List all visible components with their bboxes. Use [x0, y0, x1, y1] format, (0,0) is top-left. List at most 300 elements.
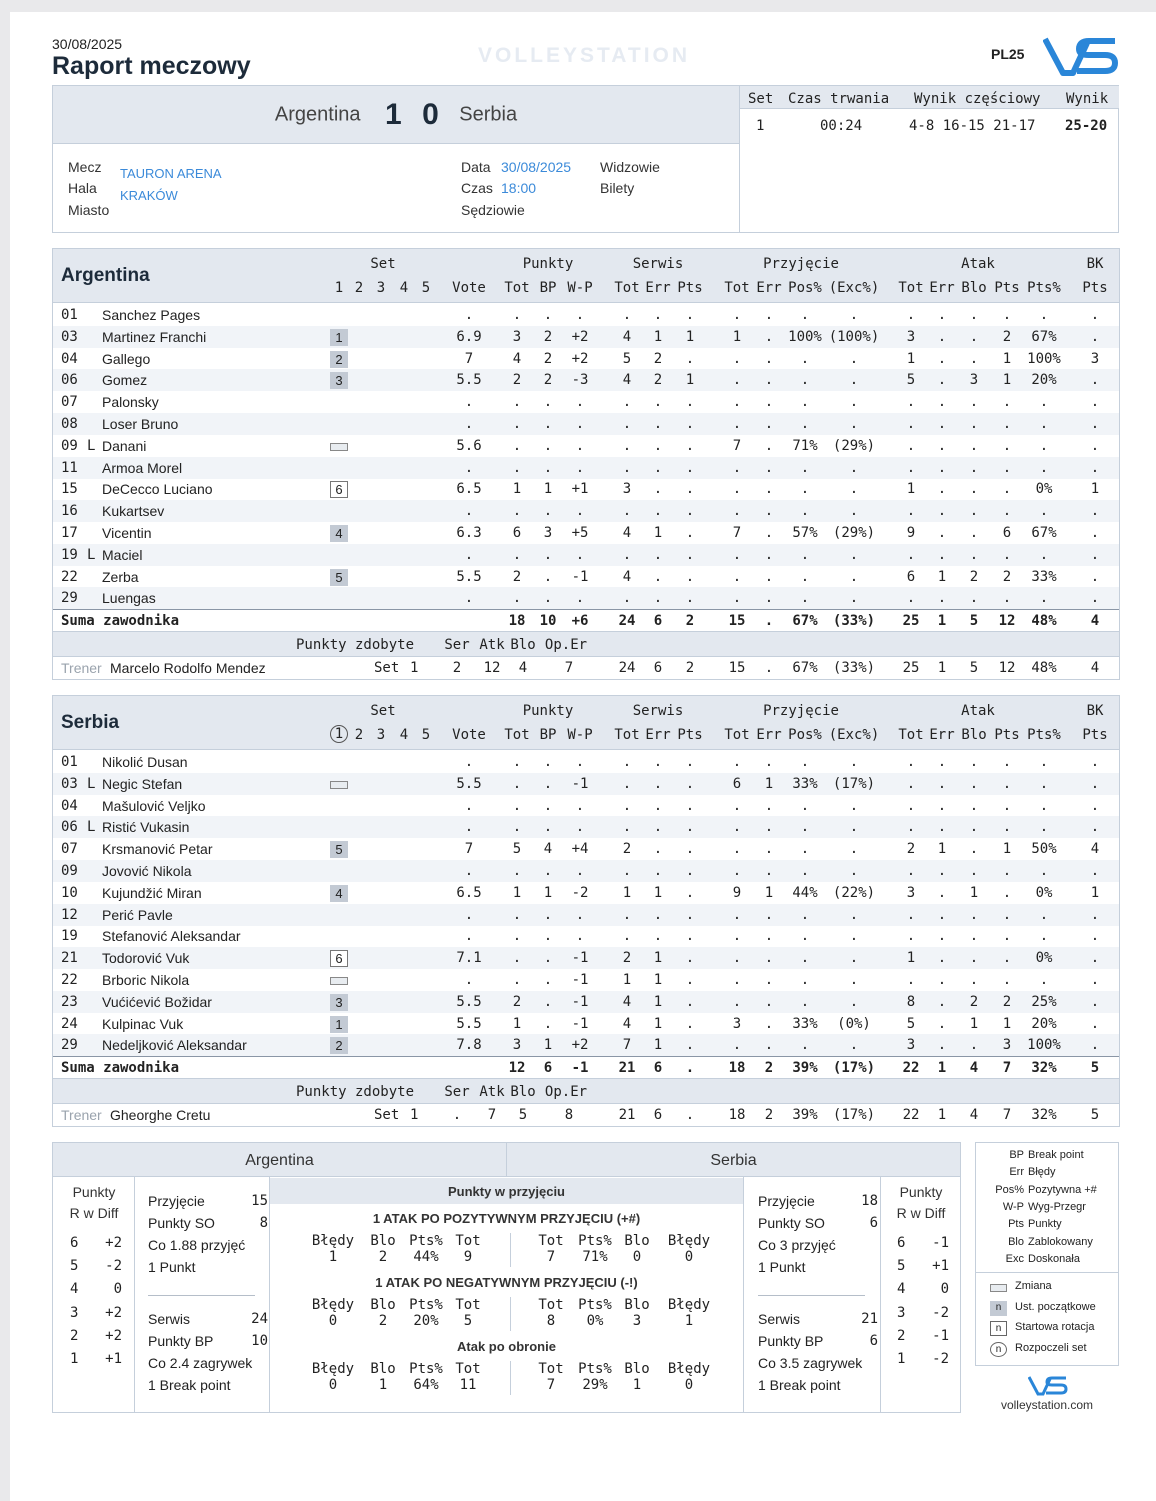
rotation-subheader: R w Diff — [896, 1205, 946, 1221]
summary-reception-value: 18 — [861, 1193, 878, 1209]
summary-so-label: Punkty SO — [758, 1215, 825, 1231]
rotation-diff: +2 — [105, 1304, 122, 1321]
stat-cell: 2 — [653, 372, 663, 389]
stat-cell: 1 — [653, 328, 663, 345]
set-row-cell: 4 — [969, 1107, 979, 1124]
stat-cell: . — [685, 754, 695, 770]
stat-cell: . — [937, 950, 947, 967]
stat-cell: . — [543, 754, 553, 770]
bp-col-header: BP — [539, 280, 557, 296]
stat-cell: . — [969, 863, 979, 879]
set-number: 1 — [756, 118, 765, 134]
stat-cell: . — [1002, 307, 1012, 323]
player-name: Gomez — [102, 372, 148, 389]
przyjecie-group-header: Przyjęcie — [763, 703, 839, 719]
stat-cell: . — [764, 503, 774, 520]
sum-cell: 6 — [653, 613, 663, 630]
err-col-header: Err — [929, 727, 955, 743]
stat-cell: . — [764, 797, 774, 814]
stat-cell: . — [969, 350, 979, 367]
stat-cell: . — [1090, 928, 1100, 945]
stat-cell: 7 — [732, 525, 742, 541]
section-left-head: Blo — [370, 1361, 396, 1377]
bp-col-header: BP — [539, 727, 557, 743]
section-right-head: Tot — [538, 1233, 564, 1249]
stat-cell: . — [622, 754, 632, 770]
stat-cell: . — [1039, 437, 1049, 454]
stat-cell: 3 — [1002, 1037, 1012, 1054]
stat-cell: . — [512, 819, 522, 836]
stat-cell: . — [1090, 863, 1100, 879]
player-number: 17 — [61, 525, 78, 541]
stat-cell: . — [1090, 328, 1100, 345]
set-row-num: 1 — [410, 660, 419, 677]
section-right-head: Blo — [624, 1361, 650, 1377]
section-right-value: 0 — [684, 1377, 694, 1393]
stat-cell: . — [512, 416, 522, 432]
legend-value: Zablokowany — [1028, 1235, 1093, 1248]
rotation-diff: -1 — [932, 1235, 949, 1251]
set-num-header: 5 — [421, 280, 431, 296]
section-right-value: 0 — [684, 1249, 694, 1265]
stat-cell: . — [1039, 775, 1049, 792]
stat-cell: . — [622, 928, 632, 945]
match-time: 18:00 — [501, 180, 537, 196]
duration-col-header: Czas trwania — [788, 91, 890, 107]
stat-cell: 4 — [622, 568, 632, 585]
section-right-value: 0% — [586, 1313, 604, 1329]
stat-cell: . — [543, 590, 553, 607]
set-row-cell: 8 — [564, 1107, 574, 1124]
stat-cell: . — [464, 394, 474, 411]
stat-cell: . — [1039, 307, 1049, 323]
player-name: Luengas — [102, 590, 156, 607]
player-name: Loser Bruno — [102, 416, 179, 432]
stat-cell: . — [732, 546, 742, 563]
player-row — [53, 544, 1119, 566]
punkty-group-header: Punkty — [522, 703, 574, 719]
player-row — [53, 816, 1119, 838]
stat-cell: . — [906, 906, 916, 923]
player-number: 07 — [61, 394, 78, 411]
stat-cell: (22%) — [832, 884, 876, 901]
points-scored-col: Atk — [479, 1084, 505, 1101]
section-left-head: Tot — [455, 1297, 481, 1313]
player-name: Palonsky — [102, 394, 159, 411]
summary-serve-label: Serwis — [758, 1311, 801, 1327]
stat-cell: . — [1002, 863, 1012, 879]
table-header — [53, 249, 1119, 303]
stat-cell: 1 — [622, 972, 632, 988]
stat-cell: . — [800, 546, 810, 563]
bk-group-header: BK — [1086, 256, 1104, 272]
stat-cell: . — [764, 328, 774, 345]
section-left-head: Tot — [455, 1233, 481, 1249]
set-num-header: 2 — [354, 727, 364, 743]
label-data: Data — [461, 159, 491, 175]
stat-cell: . — [575, 503, 585, 520]
section-right-value: 7 — [546, 1377, 556, 1393]
stat-cell: . — [906, 416, 916, 432]
libero-marker: L — [87, 775, 96, 792]
wp-col-header: W-P — [567, 727, 593, 743]
stat-cell: 9 — [906, 525, 916, 541]
player-number: 09 — [61, 863, 78, 879]
rotation-number: 5 — [70, 1258, 79, 1275]
stat-cell: . — [937, 819, 947, 836]
player-name: Sanchez Pages — [102, 307, 201, 323]
stat-cell: . — [653, 928, 663, 945]
sum-cell: 21 — [618, 1060, 636, 1077]
stat-cell: . — [1039, 394, 1049, 411]
stat-cell: . — [732, 503, 742, 520]
stat-cell: . — [1039, 754, 1049, 770]
summary-per-serve: Co 2.4 zagrywek — [148, 1355, 253, 1371]
player-row — [53, 795, 1119, 817]
stat-cell: . — [1090, 590, 1100, 607]
player-number: 19 — [61, 928, 78, 945]
stat-cell: 7.8 — [456, 1037, 482, 1054]
stat-cell: . — [1002, 394, 1012, 411]
stat-cell: . — [653, 394, 663, 411]
label-widzowie: Widzowie — [600, 159, 660, 175]
label-bilety: Bilety — [600, 180, 635, 196]
stat-cell: . — [732, 1037, 742, 1054]
starting-position-badge: 3 — [330, 994, 348, 1011]
page-title: Raport meczowy — [52, 52, 251, 80]
stat-cell: . — [543, 906, 553, 923]
stat-cell: +5 — [571, 525, 589, 541]
stat-cell: . — [800, 459, 810, 476]
legend-icon-label: Startowa rotacja — [1015, 1321, 1095, 1333]
section-right-head: Błędy — [667, 1297, 711, 1313]
player-name: Zerba — [102, 568, 139, 585]
set-row-cell: 21 — [618, 1107, 636, 1124]
rotation-diff: -2 — [105, 1258, 122, 1275]
sum-cell: +6 — [571, 613, 589, 630]
stat-cell: 7 — [464, 350, 474, 367]
stat-cell: 7 — [732, 437, 742, 454]
stat-cell: . — [685, 307, 695, 323]
stat-cell: (100%) — [828, 328, 880, 345]
legend-icon-label: Zmiana — [1015, 1280, 1052, 1292]
stat-cell: 1 — [543, 481, 553, 498]
stat-cell: . — [732, 928, 742, 945]
libero-marker: L — [87, 546, 96, 563]
section-right-head: Tot — [538, 1361, 564, 1377]
player-number: 11 — [61, 459, 78, 476]
stat-cell: . — [575, 546, 585, 563]
label-mecz: Mecz — [68, 159, 102, 175]
player-number: 22 — [61, 972, 78, 988]
stat-cell: 6.9 — [456, 328, 482, 345]
stat-cell: . — [937, 546, 947, 563]
bottom-home-name: Argentina — [245, 1152, 314, 1169]
stat-cell: 25% — [1031, 993, 1057, 1010]
set-final-score: 25-20 — [1065, 118, 1108, 134]
sum-cell: 4 — [969, 1060, 979, 1077]
stat-cell: . — [685, 884, 695, 901]
legend-key: Pos% — [995, 1183, 1024, 1196]
stat-cell: . — [764, 928, 774, 945]
score-header — [53, 86, 739, 144]
player-number: 10 — [61, 884, 78, 901]
set-row-cell: 2 — [452, 660, 462, 677]
stat-cell: 1 — [764, 884, 774, 901]
sum-cell: 12 — [998, 613, 1016, 630]
legend-key: BP — [1009, 1149, 1024, 1161]
stat-cell: . — [764, 972, 774, 988]
stat-cell: . — [1090, 568, 1100, 585]
stat-cell: 6.3 — [456, 525, 482, 541]
set-num-header: 4 — [399, 727, 409, 743]
set-row-cell: . — [685, 1107, 695, 1124]
player-row — [53, 413, 1119, 435]
stat-cell: . — [937, 1015, 947, 1032]
pos-col-header: Pos% — [788, 727, 822, 743]
stat-cell: . — [1039, 797, 1049, 814]
stat-cell: . — [1002, 503, 1012, 520]
result-col-header: Wynik — [1066, 91, 1109, 107]
stat-cell: . — [685, 863, 695, 879]
stat-cell: 2 — [969, 568, 979, 585]
stat-cell: 1 — [937, 841, 947, 858]
stat-cell: . — [906, 546, 916, 563]
stat-cell: 2 — [622, 841, 632, 858]
stat-cell: 3 — [906, 328, 916, 345]
stat-cell: . — [543, 568, 553, 585]
stat-cell: 4 — [622, 372, 632, 389]
summary-bp-label: Punkty BP — [148, 1333, 214, 1349]
stat-cell: 7.1 — [456, 950, 482, 967]
stat-cell: 4 — [622, 328, 632, 345]
player-row — [53, 1013, 1119, 1035]
stat-cell: . — [937, 525, 947, 541]
stat-cell: 5 — [512, 841, 522, 858]
set-num-header: 1 — [330, 725, 348, 743]
starting-position-badge: 1 — [330, 329, 348, 346]
coach-name: Gheorghe Cretu — [110, 1107, 211, 1124]
stat-cell: . — [543, 993, 553, 1010]
home-sets-won: 1 — [384, 98, 402, 131]
player-number: 01 — [61, 754, 78, 770]
stat-cell: 2 — [622, 950, 632, 967]
stat-cell: . — [512, 590, 522, 607]
stat-cell: . — [1039, 459, 1049, 476]
section-right-value: 0 — [632, 1249, 642, 1265]
stat-cell: . — [1090, 372, 1100, 389]
stat-cell: . — [906, 863, 916, 879]
starting-position-badge: 2 — [330, 351, 348, 368]
rotation-number: 4 — [70, 1281, 79, 1298]
section-right-head: Błędy — [667, 1361, 711, 1377]
stat-cell: . — [464, 754, 474, 770]
bkpts-col-header: Pts — [1082, 280, 1108, 296]
stat-cell: . — [575, 459, 585, 476]
stat-cell: . — [1002, 416, 1012, 432]
player-row — [53, 457, 1119, 479]
stat-cell: . — [732, 863, 742, 879]
stat-cell: . — [575, 307, 585, 323]
stat-cell: . — [969, 525, 979, 541]
section-right-value: 3 — [632, 1313, 642, 1329]
pts-col-header: Pts — [677, 727, 703, 743]
away-sets-won: 0 — [422, 98, 439, 131]
player-row — [53, 969, 1119, 991]
set-row-num: 1 — [410, 1107, 419, 1124]
stat-cell: 1 — [969, 1015, 979, 1032]
stat-cell: . — [512, 394, 522, 411]
stat-cell: . — [464, 416, 474, 432]
stat-cell: . — [685, 459, 695, 476]
stat-cell: . — [685, 416, 695, 432]
summary-bp-value: 6 — [869, 1333, 878, 1349]
stat-cell: 4 — [622, 525, 632, 541]
stat-cell: . — [906, 459, 916, 476]
player-name: Kukartsev — [102, 503, 165, 520]
summary-break-point: 1 Break point — [758, 1377, 841, 1393]
stat-cell: . — [512, 546, 522, 563]
stat-cell: 1 — [653, 1037, 663, 1054]
set-row-cell: (17%) — [832, 1107, 876, 1124]
stat-cell: . — [1039, 906, 1049, 923]
stat-cell: 4 — [1090, 841, 1100, 858]
stat-cell: . — [800, 972, 810, 988]
team-name: Serbia — [61, 712, 120, 733]
summary-so-value: 6 — [869, 1215, 878, 1231]
stat-cell: . — [1090, 437, 1100, 454]
set-row-cell: 5 — [1090, 1107, 1100, 1124]
divider-line — [134, 1177, 135, 1413]
stat-cell: . — [732, 481, 742, 498]
section-left-head: Pts% — [409, 1297, 443, 1313]
section-left-value: 20% — [413, 1313, 439, 1329]
stat-cell: 20% — [1031, 372, 1057, 389]
rotation-number: 6 — [897, 1235, 906, 1251]
stat-cell: . — [653, 307, 663, 323]
stat-cell: 3 — [512, 328, 522, 345]
section-left-head: Błędy — [311, 1233, 355, 1249]
rotation-number: 2 — [897, 1327, 906, 1344]
stat-cell: . — [653, 754, 663, 770]
stat-cell: 5.5 — [456, 372, 482, 389]
player-number: 15 — [61, 481, 78, 498]
stat-cell: . — [575, 928, 585, 945]
stat-cell: . — [464, 972, 474, 988]
stat-cell: 2 — [653, 350, 663, 367]
rotation-number: 2 — [70, 1327, 79, 1344]
player-sum-row — [53, 609, 1119, 631]
sum-cell: 18 — [728, 1060, 746, 1077]
stat-cell: (17%) — [832, 775, 876, 792]
coach-label: Trener — [61, 660, 102, 677]
player-row — [53, 904, 1119, 926]
stat-cell: . — [543, 819, 553, 836]
sum-cell: . — [764, 613, 774, 630]
tot-col-header: Tot — [614, 280, 640, 296]
player-name: Danani — [102, 437, 147, 454]
divider-line — [758, 1295, 865, 1296]
stat-cell: . — [764, 481, 774, 498]
stat-cell: . — [512, 775, 522, 792]
set-row-cell: 67% — [792, 660, 818, 677]
player-row — [53, 751, 1119, 773]
sum-label: Suma zawodnika — [61, 1060, 180, 1077]
stat-cell: . — [1090, 819, 1100, 836]
stat-cell: . — [543, 1015, 553, 1032]
stat-cell: . — [732, 568, 742, 585]
set-col-header: Set — [748, 91, 774, 107]
stat-cell: . — [732, 350, 742, 367]
summary-per-reception: Co 3 przyjęć — [758, 1237, 836, 1253]
err-col-header: Err — [756, 280, 782, 296]
stat-cell: . — [800, 841, 810, 858]
stat-cell: . — [685, 972, 695, 988]
points-scored-col: Blo — [510, 637, 536, 654]
stat-cell: . — [849, 906, 859, 923]
set-num-header: 5 — [421, 727, 431, 743]
stat-cell: . — [849, 568, 859, 585]
stat-cell: . — [685, 819, 695, 836]
legend-divider — [976, 1272, 1118, 1273]
stat-cell: . — [937, 372, 947, 389]
summary-break-point: 1 Break point — [148, 1377, 231, 1393]
blo-col-header: Blo — [961, 280, 987, 296]
stat-cell: . — [849, 1037, 859, 1054]
stat-cell: . — [1002, 590, 1012, 607]
stat-cell: . — [512, 503, 522, 520]
stat-cell: . — [653, 546, 663, 563]
team-stats-table-argentina — [52, 248, 1120, 680]
stat-cell: . — [685, 481, 695, 498]
sum-cell: 18 — [508, 613, 526, 630]
rotation-diff: +1 — [932, 1258, 949, 1275]
stat-cell: 1 — [906, 950, 916, 967]
stat-cell: 57% — [792, 525, 818, 541]
divider-line — [743, 1177, 744, 1413]
player-number: 04 — [61, 350, 78, 367]
stat-cell: . — [622, 307, 632, 323]
stat-cell: 5.5 — [456, 1015, 482, 1032]
points-scored-header-row — [53, 631, 1119, 657]
points-scored-col: Blo — [510, 1084, 536, 1101]
section-right-head: Tot — [538, 1297, 564, 1313]
sum-cell: 24 — [618, 613, 636, 630]
section-left-value: 2 — [378, 1249, 388, 1265]
player-name: Krsmanović Petar — [102, 841, 213, 858]
summary-serve-label: Serwis — [148, 1311, 191, 1327]
stat-cell: . — [622, 459, 632, 476]
err-col-header: Err — [645, 280, 671, 296]
stat-cell: (29%) — [832, 525, 876, 541]
stat-cell: . — [849, 754, 859, 770]
section-left-value: 0 — [328, 1313, 338, 1329]
stat-cell: +2 — [571, 1037, 589, 1054]
stat-cell: . — [800, 481, 810, 498]
ptsp-col-header: Pts% — [1027, 280, 1061, 296]
stat-cell: . — [800, 590, 810, 607]
partial-col-header: Wynik częściowy — [914, 91, 1041, 107]
stat-cell: . — [1002, 819, 1012, 836]
stat-cell: . — [653, 819, 663, 836]
stat-cell: . — [653, 437, 663, 454]
set-row-cell: 1 — [937, 1107, 947, 1124]
stat-cell: . — [512, 950, 522, 967]
stat-cell: . — [653, 590, 663, 607]
sum-cell: 6 — [653, 1060, 663, 1077]
stat-cell: . — [1090, 950, 1100, 967]
section-left-value: 2 — [378, 1313, 388, 1329]
